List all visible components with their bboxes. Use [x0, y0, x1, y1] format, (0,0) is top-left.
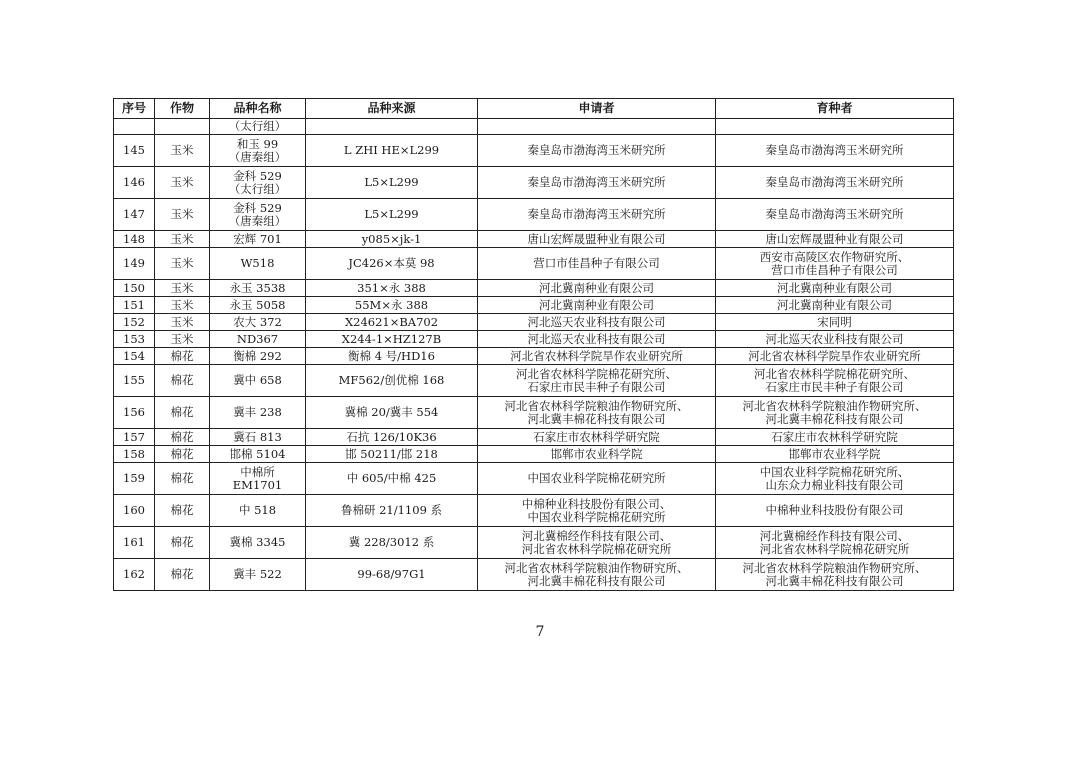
cell-line: JC426×本莫 98 — [348, 256, 435, 270]
table-row — [114, 331, 954, 348]
cell-applicant — [478, 429, 716, 446]
cell-applicant — [478, 248, 716, 280]
header-breeder: 育种者 — [716, 99, 954, 119]
table-row — [114, 167, 954, 199]
cell-breeder — [716, 429, 954, 446]
cell-line: 石家庄市民丰种子有限公司 — [765, 379, 904, 394]
cell-breeder — [716, 135, 954, 167]
cell-line: 河北省农林科学院旱作农业研究所 — [510, 348, 683, 363]
cell-line: 河北巡天农业科技有限公司 — [765, 331, 904, 346]
cell-crop: 玉米 — [155, 297, 210, 314]
cell-variety: （太行组） — [210, 119, 306, 135]
cell-line: X244-1×HZ127B — [341, 331, 442, 346]
cell-no: 158 — [114, 446, 155, 463]
table-row — [114, 248, 954, 280]
cell-line: X24621×BA702 — [344, 314, 439, 329]
cell-line: 河北省农林科学院旱作农业研究所 — [748, 348, 921, 363]
header-source: 品种来源 — [306, 99, 478, 119]
cell-line: 秦皇岛市渤海湾玉米研究所 — [765, 207, 904, 221]
cell-line: 99-68/97G1 — [357, 567, 426, 581]
cell-variety — [210, 331, 306, 348]
cell-line: 冀棉 3345 — [229, 535, 286, 549]
cell-line: 河北巡天农业科技有限公司 — [527, 331, 666, 346]
cell-line: 河北冀南种业有限公司 — [777, 297, 892, 312]
cell-breeder — [716, 231, 954, 248]
cell-variety — [210, 135, 306, 167]
cell-breeder — [716, 314, 954, 331]
cell-line: 河北省农林科学院粮油作物研究所、 — [504, 560, 689, 575]
cell-line: （唐秦组） — [228, 213, 287, 228]
cell-line: 中国农业科学院棉花研究所 — [527, 471, 666, 485]
cell-breeder — [716, 297, 954, 314]
cell-line: 河北省农林科学院棉花研究所 — [759, 541, 910, 556]
table-row — [114, 314, 954, 331]
cell-crop: 玉米 — [155, 231, 210, 248]
cell-variety — [210, 429, 306, 446]
table-row — [114, 446, 954, 463]
cell-line: y085×jk-1 — [361, 231, 422, 246]
cell-source — [306, 331, 478, 348]
table-row — [114, 135, 954, 167]
cell-breeder — [716, 495, 954, 527]
cell-line: 河北冀南种业有限公司 — [539, 280, 654, 295]
cell-no: 152 — [114, 314, 155, 331]
cell-source — [306, 199, 478, 231]
cell-no: 156 — [114, 397, 155, 429]
cell-no: 148 — [114, 231, 155, 248]
cell-breeder — [716, 248, 954, 280]
cell-breeder — [716, 119, 954, 135]
table-row — [114, 365, 954, 397]
cell-crop: 棉花 — [155, 527, 210, 559]
cell-variety — [210, 527, 306, 559]
cell-line: 营口市佳昌种子有限公司 — [533, 256, 660, 270]
cell-line: 冀丰 522 — [233, 567, 282, 581]
cell-breeder — [716, 559, 954, 591]
cell-line: 农大 372 — [233, 314, 282, 329]
cell-line: 河北省农林科学院粮油作物研究所、 — [504, 398, 689, 413]
cell-source — [306, 280, 478, 297]
cell-line: L5×L299 — [364, 175, 419, 189]
cell-line: 河北省农林科学院粮油作物研究所、 — [742, 398, 927, 413]
header-applicant: 申请者 — [478, 99, 716, 119]
header-crop: 作物 — [155, 99, 210, 119]
cell-line: 秦皇岛市渤海湾玉米研究所 — [765, 175, 904, 189]
cell-line: 金科 529 — [233, 200, 282, 215]
cell-line: 永玉 3538 — [229, 280, 286, 295]
cell-variety — [210, 167, 306, 199]
cell-applicant — [478, 527, 716, 559]
cell-source — [306, 429, 478, 446]
cell-source — [306, 495, 478, 527]
cell-no: 161 — [114, 527, 155, 559]
cell-no: 146 — [114, 167, 155, 199]
cell-breeder — [716, 199, 954, 231]
cell-line: 冀 228/3012 系 — [348, 535, 435, 549]
cell-line: 和玉 99 — [236, 136, 279, 151]
page-number: 7 — [535, 624, 545, 640]
cell-no: 160 — [114, 495, 155, 527]
cell-line: 石抗 126/10K36 — [346, 429, 437, 444]
cell-line: 金科 529 — [233, 168, 282, 183]
table-row — [114, 463, 954, 495]
cell-line: W518 — [240, 256, 275, 270]
cell-line: 河北冀丰棉花科技有限公司 — [765, 573, 904, 588]
cell-line: 秦皇岛市渤海湾玉米研究所 — [527, 207, 666, 221]
cell-applicant — [478, 397, 716, 429]
cell-line: 邯棉 5104 — [229, 446, 286, 461]
cell-crop: 棉花 — [155, 348, 210, 365]
cell-no: 145 — [114, 135, 155, 167]
cell-applicant — [478, 297, 716, 314]
cell-source — [306, 135, 478, 167]
cell-variety — [210, 348, 306, 365]
cell-line: 中 605/中棉 425 — [346, 471, 437, 485]
cell-applicant — [478, 314, 716, 331]
cell-applicant — [478, 331, 716, 348]
cell-line: ND367 — [236, 331, 279, 346]
cell-line: 秦皇岛市渤海湾玉米研究所 — [765, 143, 904, 157]
cell-variety — [210, 248, 306, 280]
cell-line: 宋同明 — [817, 314, 852, 329]
table-row — [114, 559, 954, 591]
cell-variety — [210, 559, 306, 591]
cell-line: （唐秦组） — [228, 149, 287, 164]
cell-line: 营口市佳昌种子有限公司 — [771, 262, 898, 277]
cell-line: 唐山宏辉晟盟种业有限公司 — [527, 231, 666, 246]
cell-crop: 棉花 — [155, 559, 210, 591]
cell-source — [306, 231, 478, 248]
cell-applicant — [478, 446, 716, 463]
cell-no: 155 — [114, 365, 155, 397]
cell-crop: 玉米 — [155, 331, 210, 348]
cell-no: 147 — [114, 199, 155, 231]
cell-line: 邯郸市农业科学院 — [788, 446, 881, 461]
cell-line: 中棉所 — [240, 464, 275, 479]
cell-source — [306, 297, 478, 314]
cell-line: 351×永 388 — [357, 280, 426, 295]
cell-line: MF562/创优棉 168 — [338, 373, 445, 387]
cell-line: L ZHI HE×L299 — [343, 143, 440, 157]
cell-no: 159 — [114, 463, 155, 495]
cell-applicant — [478, 559, 716, 591]
cell-source — [306, 248, 478, 280]
cell-applicant — [478, 119, 716, 135]
cell-line: 邯郸市农业科学院 — [550, 446, 643, 461]
cell-line: 中棉种业科技股份有限公司 — [765, 503, 904, 517]
cell-applicant — [478, 495, 716, 527]
cell-source — [306, 527, 478, 559]
cell-line: 中国农业科学院棉花研究所、 — [759, 464, 910, 479]
cell-variety — [210, 314, 306, 331]
cell-line: 宏辉 701 — [233, 231, 282, 246]
cell-source — [306, 119, 478, 135]
cell-crop: 棉花 — [155, 429, 210, 446]
cell-no: 154 — [114, 348, 155, 365]
cell-applicant — [478, 365, 716, 397]
cell-line: 河北省农林科学院粮油作物研究所、 — [742, 560, 927, 575]
cell-variety — [210, 365, 306, 397]
cell-no: 149 — [114, 248, 155, 280]
cell-breeder — [716, 348, 954, 365]
cell-crop: 玉米 — [155, 199, 210, 231]
cell-no: 157 — [114, 429, 155, 446]
cell-crop: 玉米 — [155, 280, 210, 297]
cell-line: 邯 50211/邯 218 — [345, 446, 438, 461]
table-row — [114, 297, 954, 314]
cell-line: 山东众力棉业科技有限公司 — [765, 477, 904, 492]
continuation-row — [114, 119, 954, 135]
cell-no — [114, 119, 155, 135]
cell-no: 153 — [114, 331, 155, 348]
cell-line: （太行组） — [228, 181, 287, 196]
cell-line: 河北冀南种业有限公司 — [777, 280, 892, 295]
cell-line: 石家庄市民丰种子有限公司 — [527, 379, 666, 394]
cell-line: EM1701 — [232, 477, 283, 492]
cell-applicant — [478, 135, 716, 167]
cell-line: 秦皇岛市渤海湾玉米研究所 — [527, 175, 666, 189]
cell-breeder — [716, 167, 954, 199]
cell-line: 唐山宏辉晟盟种业有限公司 — [765, 231, 904, 246]
cell-line: 衡棉 292 — [233, 348, 282, 363]
cell-source — [306, 559, 478, 591]
cell-no: 151 — [114, 297, 155, 314]
cell-source — [306, 167, 478, 199]
cell-applicant — [478, 463, 716, 495]
cell-line: 冀石 813 — [233, 429, 282, 444]
cell-applicant — [478, 199, 716, 231]
cell-variety — [210, 495, 306, 527]
cell-line: 河北冀南种业有限公司 — [539, 297, 654, 312]
table-row — [114, 429, 954, 446]
cell-line: 衡棉 4 号/HD16 — [348, 348, 435, 363]
cell-crop — [155, 119, 210, 135]
cell-line: 河北省农林科学院棉花研究所、 — [754, 366, 915, 381]
cell-line: 河北巡天农业科技有限公司 — [527, 314, 666, 329]
table-body — [114, 119, 954, 591]
cell-line: 冀中 658 — [233, 373, 282, 387]
cell-crop: 玉米 — [155, 248, 210, 280]
variety-table — [113, 98, 954, 591]
cell-line: 石家庄市农林科学研究院 — [771, 429, 898, 444]
cell-crop: 棉花 — [155, 495, 210, 527]
cell-crop: 玉米 — [155, 167, 210, 199]
cell-no: 150 — [114, 280, 155, 297]
cell-variety — [210, 199, 306, 231]
cell-crop: 玉米 — [155, 135, 210, 167]
cell-breeder — [716, 280, 954, 297]
cell-crop: 棉花 — [155, 397, 210, 429]
cell-line: 永玉 5058 — [229, 297, 286, 312]
cell-line: 河北冀棉经作科技有限公司、 — [521, 528, 672, 543]
cell-line: 河北冀丰棉花科技有限公司 — [527, 411, 666, 426]
cell-variety — [210, 397, 306, 429]
header-variety: 品种名称 — [210, 99, 306, 119]
cell-line: 河北省农林科学院棉花研究所 — [521, 541, 672, 556]
cell-line: 河北冀丰棉花科技有限公司 — [527, 573, 666, 588]
cell-crop: 玉米 — [155, 314, 210, 331]
table-row — [114, 348, 954, 365]
cell-line: 河北冀丰棉花科技有限公司 — [765, 411, 904, 426]
cell-line: 鲁棉研 21/1109 系 — [340, 503, 443, 517]
cell-line: 中国农业科学院棉花研究所 — [527, 509, 666, 524]
cell-applicant — [478, 231, 716, 248]
table-row — [114, 495, 954, 527]
cell-no: 162 — [114, 559, 155, 591]
cell-applicant — [478, 167, 716, 199]
table-row — [114, 527, 954, 559]
cell-line: 秦皇岛市渤海湾玉米研究所 — [527, 143, 666, 157]
cell-crop: 棉花 — [155, 463, 210, 495]
cell-variety — [210, 463, 306, 495]
cell-line: L5×L299 — [364, 207, 419, 221]
cell-breeder — [716, 397, 954, 429]
cell-source — [306, 463, 478, 495]
cell-applicant — [478, 280, 716, 297]
cell-source — [306, 365, 478, 397]
cell-breeder — [716, 527, 954, 559]
cell-breeder — [716, 446, 954, 463]
cell-line: 石家庄市农林科学研究院 — [533, 429, 660, 444]
cell-line: 中 518 — [238, 503, 277, 517]
cell-line: 中棉种业科技股份有限公司、 — [521, 496, 672, 511]
cell-line: 55M×永 388 — [354, 297, 429, 312]
cell-line: 冀棉 20/冀丰 554 — [344, 405, 439, 419]
cell-line: 西安市高陵区农作物研究所、 — [759, 249, 910, 264]
cell-crop: 棉花 — [155, 365, 210, 397]
cell-variety — [210, 231, 306, 248]
cell-applicant — [478, 348, 716, 365]
cell-line: 河北省农林科学院棉花研究所、 — [516, 366, 677, 381]
cell-variety — [210, 446, 306, 463]
table-row — [114, 231, 954, 248]
header-no: 序号 — [114, 99, 155, 119]
cell-source — [306, 446, 478, 463]
cell-line: 河北冀棉经作科技有限公司、 — [759, 528, 910, 543]
cell-source — [306, 397, 478, 429]
table-row — [114, 397, 954, 429]
cell-crop: 棉花 — [155, 446, 210, 463]
table-row — [114, 280, 954, 297]
cell-breeder — [716, 365, 954, 397]
cell-source — [306, 314, 478, 331]
cell-breeder — [716, 331, 954, 348]
cell-variety — [210, 297, 306, 314]
table-row — [114, 199, 954, 231]
cell-variety — [210, 280, 306, 297]
cell-source — [306, 348, 478, 365]
cell-breeder — [716, 463, 954, 495]
table-header-row — [114, 99, 954, 119]
cell-line: 冀丰 238 — [233, 405, 282, 419]
